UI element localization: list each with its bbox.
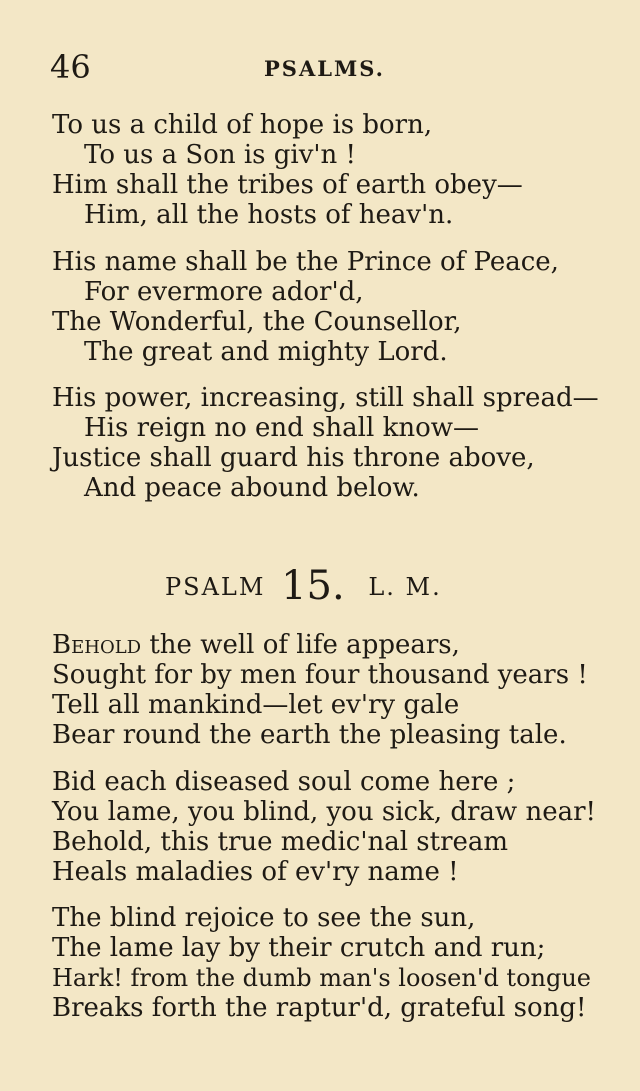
- verse-line: You lame, you blind, you sick, draw near!: [52, 797, 596, 827]
- verse-line: The blind rejoice to see the sun,: [52, 903, 476, 933]
- verse-line: To us a Son is giv'n !: [84, 140, 357, 170]
- verse-line: Heals maladies of ev'ry name !: [52, 857, 459, 887]
- verse-line: Bear round the earth the pleasing tale.: [52, 720, 567, 750]
- verse-line: The Wonderful, the Counsellor,: [52, 307, 462, 337]
- verse-line: His power, increasing, still shall spread—: [52, 383, 599, 413]
- verse-line: Tell all mankind—let ev'ry gale: [52, 690, 460, 720]
- opening-word: Behold: [52, 630, 142, 660]
- opening-line-text: the well of life appears,: [141, 630, 460, 660]
- verse-line: Him, all the hosts of heav'n.: [84, 200, 454, 230]
- verse-line: His reign no end shall know—: [84, 413, 479, 443]
- verse-line: Behold, this true medic'nal stream: [52, 827, 509, 857]
- verse-line: [52, 630, 460, 660]
- verse-line: Justice shall guard his throne above,: [52, 443, 535, 473]
- verse-line: To us a child of hope is born,: [52, 110, 433, 140]
- verse-line: Him shall the tribes of earth obey—: [52, 170, 523, 200]
- verse-line: The great and mighty Lord.: [84, 337, 448, 367]
- verse-line: Breaks forth the raptur'd, grateful song!: [52, 993, 587, 1023]
- verse-line: Bid each diseased soul come here ;: [52, 767, 516, 797]
- psalm-label: PSALM: [165, 573, 266, 601]
- verse-line: Sought for by men four thousand years !: [52, 660, 588, 690]
- verse-line: And peace abound below.: [84, 473, 420, 503]
- verse-line: Hark! from the dumb man's loosen'd tongue: [52, 964, 592, 992]
- running-title: PSALMS.: [264, 56, 385, 81]
- psalm-heading: [165, 563, 442, 609]
- psalm-meter: L. M.: [368, 573, 442, 601]
- verse-line: The lame lay by their crutch and run;: [52, 933, 546, 963]
- verse-line: His name shall be the Prince of Peace,: [52, 247, 559, 277]
- psalm-number: 15.: [281, 563, 345, 609]
- verse-line: For evermore ador'd,: [84, 277, 364, 307]
- page-number: 46: [50, 48, 91, 86]
- page-header: [50, 48, 590, 88]
